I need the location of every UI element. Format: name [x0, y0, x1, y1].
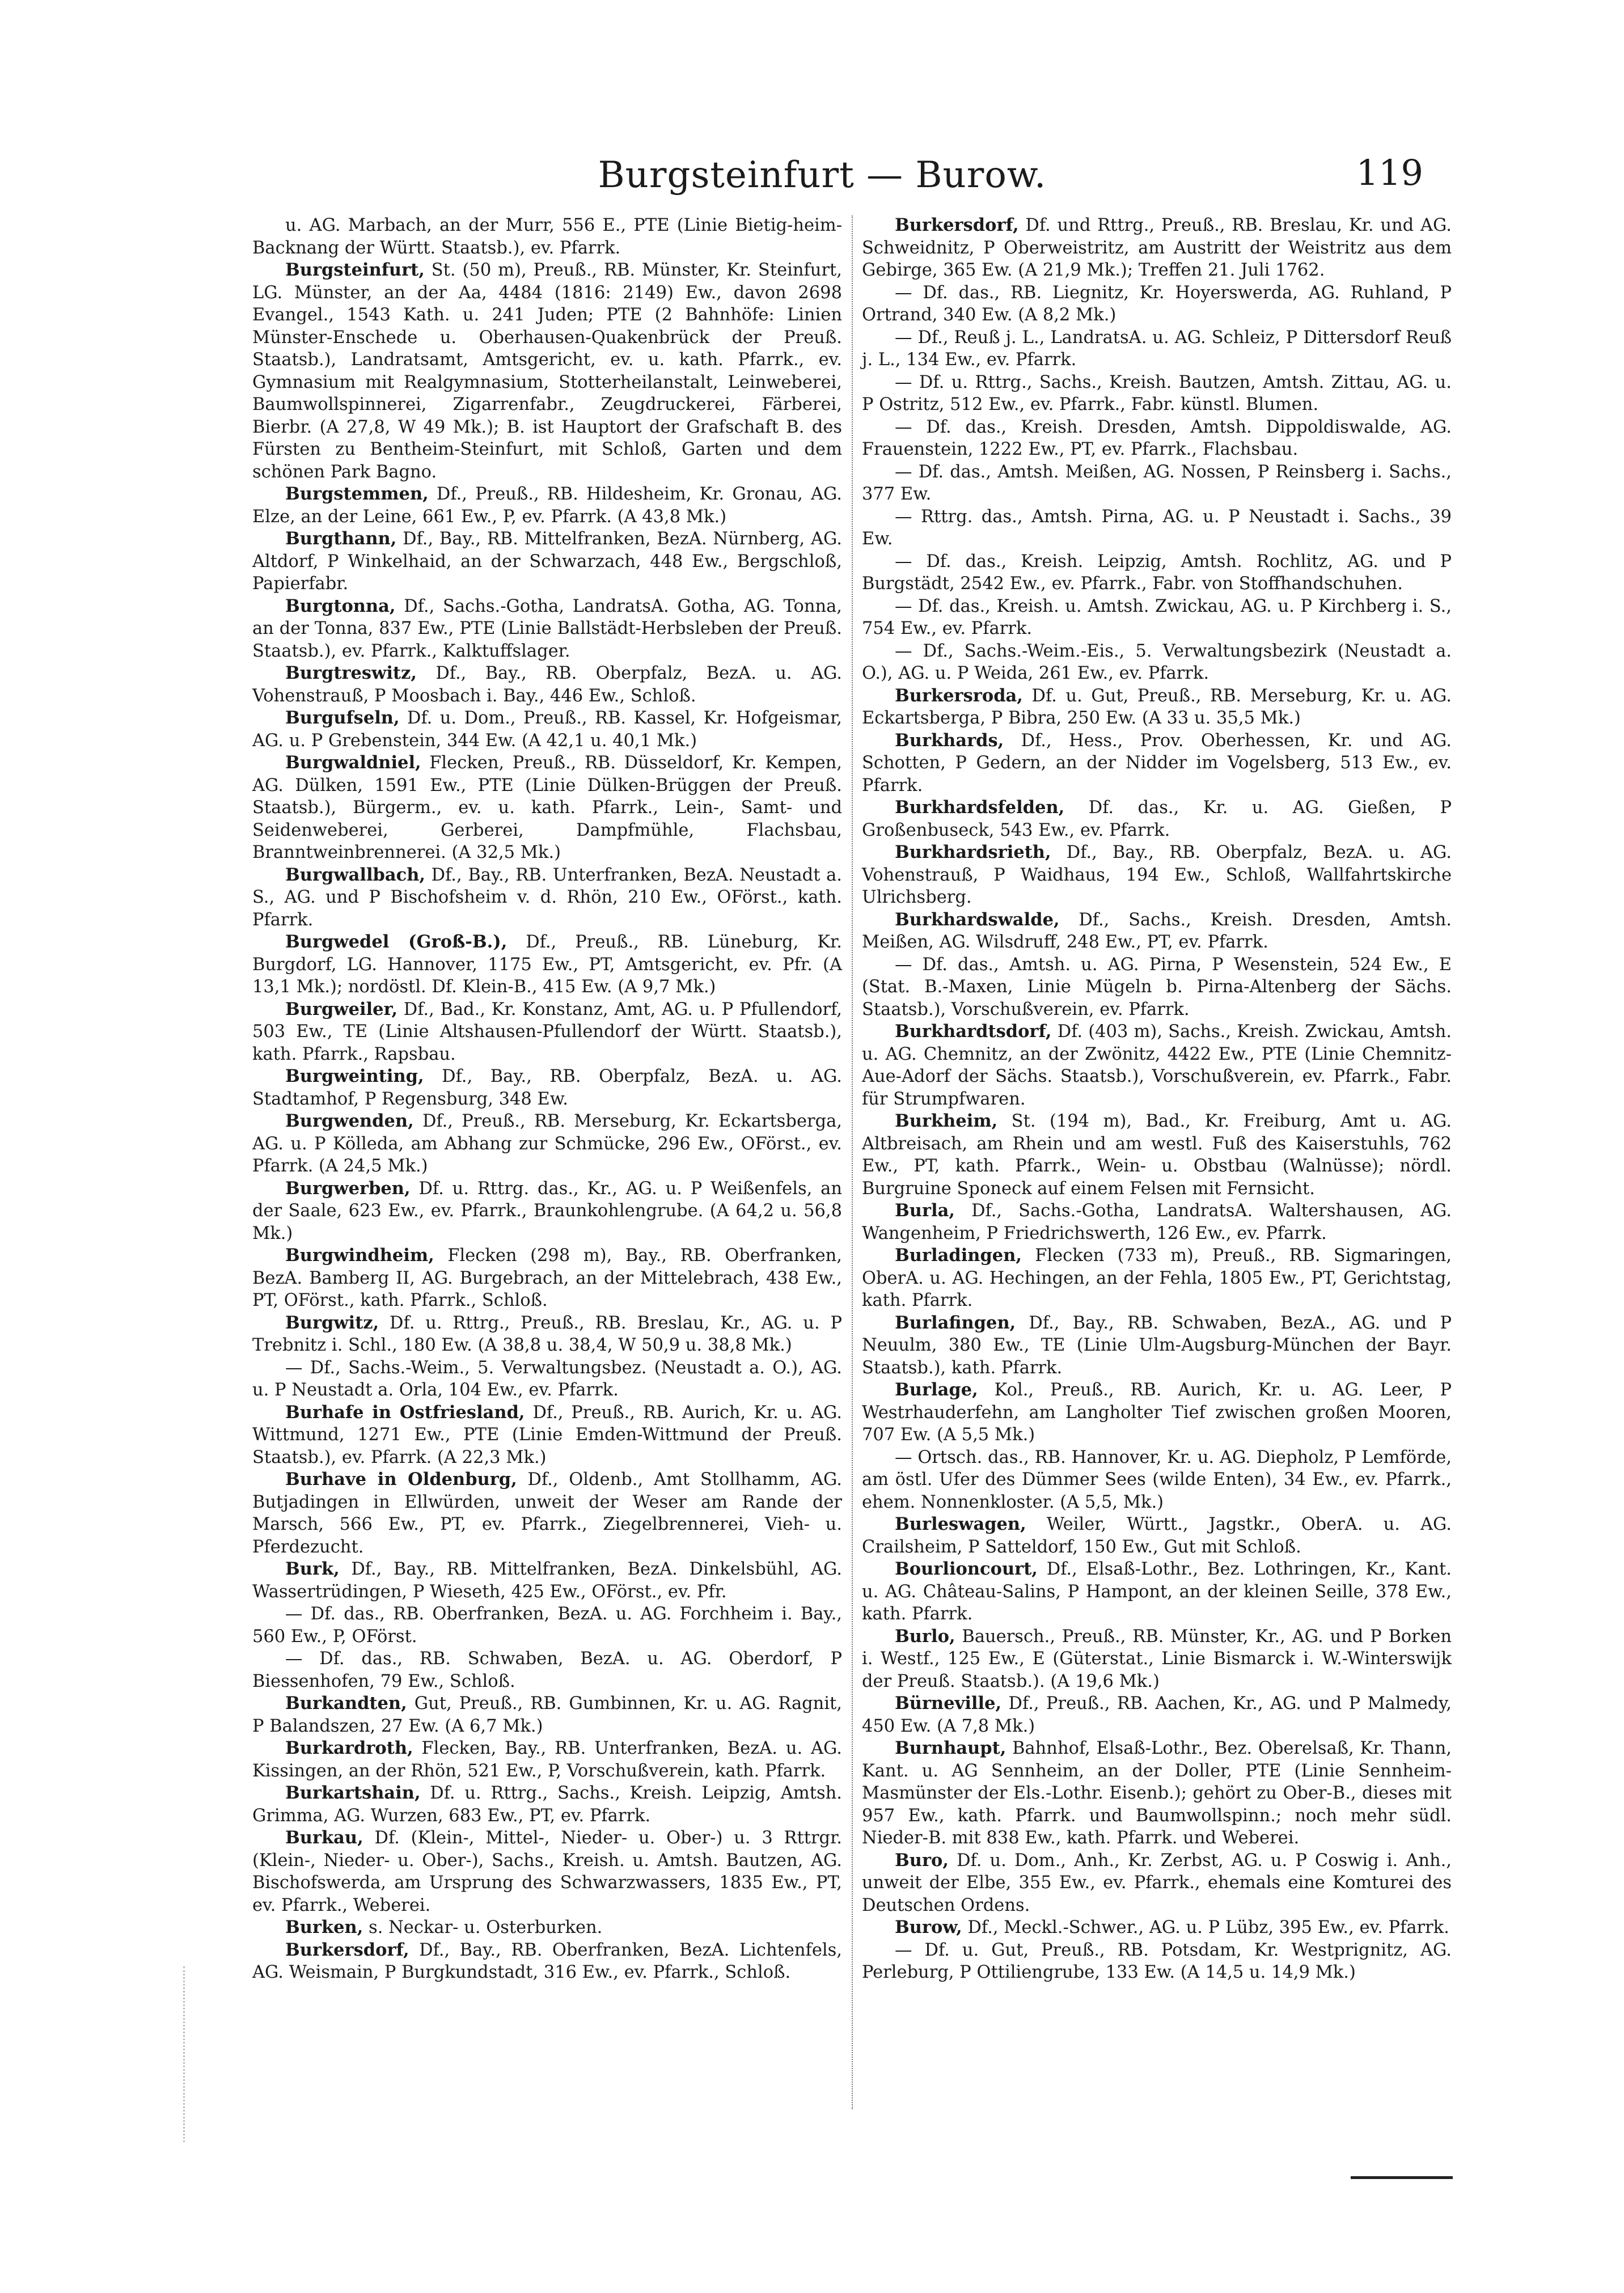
- entry-headword: Burken,: [285, 1917, 363, 1937]
- entry-text: Flecken, Preuß., RB. Düsseldorf, Kr. Kempen, AG. Dülken, 1591 Ew., PTE (Linie Dülken-Brüggen der Preuß. Staatsb.), Bürgerm., ev. u. kath. Pfarrk., Lein-, Samt- und Seidenweberei, Gerberei, Dampfmühle, Flachsbau, Branntweinbrennerei. (A 32,5 Mk.): [252, 753, 842, 862]
- gazetteer-entry: [252, 1917, 842, 1939]
- entry-headword: Burgstemmen,: [285, 484, 429, 504]
- gazetteer-entry: [862, 1446, 1452, 1514]
- entry-text: Flecken (298 m), Bay., RB. Oberfranken, BezA. Bamberg II, AG. Burgebrach, an der Mittelebrach, 438 Ew., PT, OFörst., kath. Pfarrk., Schloß.: [252, 1246, 842, 1310]
- entry-text: Bahnhof, Elsaß-Lothr., Bez. Oberelsaß, Kr. Thann, Kant. u. AG Sennheim, an der Doller, PTE (Linie Sennheim-Masmünster der Els.-Lothr. Eisenb.); gehört zu Ober-B., dieses mit 957 Ew., kath. Pfarrk. und Baumwollspinn.; noch mehr südl. Nieder-B. mit 838 Ew., kath. Pfarrk. und Weberei.: [862, 1738, 1452, 1848]
- entry-headword: Burkardroth,: [285, 1738, 413, 1758]
- entry-headword: Burhafe in Ostfriesland,: [285, 1402, 525, 1423]
- gazetteer-entry: [862, 1513, 1452, 1558]
- entry-text: Flecken, Bay., RB. Unterfranken, BezA. u. AG. Kissingen, an der Rhön, 521 Ew., P, Vorschußverein, kath. Pfarrk.: [252, 1738, 843, 1781]
- entry-headword: Burgwerben,: [285, 1178, 411, 1199]
- gazetteer-entry: [252, 1648, 842, 1693]
- entry-text: Df., Sachs.-Gotha, LandratsA. Waltershausen, AG. Wangenheim, P Friedrichswerth, 126 Ew., ev. Pfarrk.: [862, 1201, 1452, 1243]
- page-number: 119: [1356, 152, 1423, 193]
- gazetteer-entry: [252, 662, 842, 707]
- right-column: [862, 214, 1452, 1984]
- entry-headword: Burgthann,: [285, 528, 397, 549]
- entry-headword: Burnhaupt,: [895, 1738, 1006, 1758]
- gazetteer-entry: [862, 551, 1452, 595]
- entry-text: Df., Preuß., RB. Merseburg, Kr. Eckartsberga, AG. u. P Kölleda, am Abhang zur Schmücke, 296 Ew., OFörst., ev. Pfarrk. (A 24,5 Mk.): [252, 1111, 842, 1176]
- entry-text: — Df. das., Kreish. Dresden, Amtsh. Dippoldiswalde, AG. Frauenstein, 1222 Ew., PT, ev. Pfarrk., Flachsbau.: [862, 417, 1452, 459]
- entry-text: — Df. das., RB. Schwaben, BezA. u. AG. Oberdorf, P Biessenhofen, 79 Ew., Schloß.: [252, 1649, 842, 1691]
- entry-text: Df. (403 m), Sachs., Kreish. Zwickau, Amtsh. u. AG. Chemnitz, an der Zwönitz, 4422 Ew., PTE (Linie Chemnitz-Aue-Adorf der Sächs. Staatsb.), Vorschußverein, ev. Pfarrk., Fabr. für Strumpfwaren.: [862, 1022, 1452, 1109]
- gazetteer-entry: [252, 214, 842, 259]
- entry-text: Df., Bay., RB. Unterfranken, BezA. Neustadt a. S., AG. und P Bischofsheim v. d. Rhön, 210 Ew., OFörst., kath. Pfarrk.: [252, 865, 842, 930]
- gazetteer-entry: [862, 1379, 1452, 1446]
- entry-headword: Burgwaldniel,: [285, 752, 421, 773]
- entry-text: Df., Preuß., RB. Lüneburg, Kr. Burgdorf, LG. Hannover, 1175 Ew., PT, Amtsgericht, ev. Pfr. (A 13,1 Mk.); nordöstl. Df. Klein-B., 415 Ew. (A 9,7 Mk.): [252, 932, 842, 997]
- entry-text: Df. u. Rttrg., Sachs., Kreish. Leipzig, Amtsh. Grimma, AG. Wurzen, 683 Ew., PT, ev. Pfarrk.: [252, 1783, 842, 1826]
- footer-rule: [1351, 2176, 1453, 2179]
- entry-headword: Bourlioncourt,: [895, 1559, 1038, 1579]
- entry-text: — Df. das., RB. Liegnitz, Kr. Hoyerswerda, AG. Ruhland, P Ortrand, 340 Ew. (A 8,2 Mk.): [862, 282, 1452, 325]
- entry-text: Df., Bad., Kr. Konstanz, Amt, AG. u. P Pfullendorf, 503 Ew., TE (Linie Altshausen-Pfullendorf der Württ. Staatsb.), kath. Pfarrk., Rapsbau.: [252, 999, 842, 1064]
- gazetteer-entry: [862, 1558, 1452, 1626]
- gazetteer-entry: [862, 506, 1452, 551]
- entry-text: — Rttrg. das., Amtsh. Pirna, AG. u. P Neustadt i. Sachs., 39 Ew.: [862, 506, 1452, 549]
- entry-text: Df., Bay., RB. Schwaben, BezA., AG. und P Neuulm, 380 Ew., TE (Linie Ulm-Augsburg-München der Bayr. Staatsb.), kath. Pfarrk.: [862, 1313, 1452, 1378]
- entry-text: St. (50 m), Preuß., RB. Münster, Kr. Steinfurt, LG. Münster, an der Aa, 4484 (1816: 2149) Ew., davon 2698 Evangel., 1543 Kath. u. 241 Juden; PTE (2 Bahnhöfe: Linien Münster-Enschede u. Oberhausen-Quakenbrück der Preuß. Staatsb.), Landratsamt, Amtsgericht, ev. u. kath. Pfarrk., ev. Gymnasium mit Realgymnasium, Stotterheilanstalt, Leinweberei, Baumwollspinnerei, Zigarrenfabr., Zeugdruckerei, Färberei, Bierbr. (A 27,8, W 49 Mk.); B. ist Hauptort der Grafschaft B. des Fürsten zu Bentheim-Steinfurt, mit Schloß, Garten und dem schönen Park Bagno.: [252, 260, 842, 482]
- entry-text: — Df. u. Gut, Preuß., RB. Potsdam, Kr. Westprignitz, AG. Perleburg, P Ottiliengrube, 133 Ew. (A 14,5 u. 14,9 Mk.): [862, 1940, 1452, 1982]
- entry-text: Df., Sachs., Kreish. Dresden, Amtsh. Meißen, AG. Wilsdruff, 248 Ew., PT, ev. Pfarrk.: [862, 909, 1452, 952]
- entry-text: Flecken (733 m), Preuß., RB. Sigmaringen, OberA. u. AG. Hechingen, an der Fehla, 1805 Ew., PT, Gerichtstag, kath. Pfarrk.: [862, 1246, 1452, 1310]
- entry-text: u. AG. Marbach, an der Murr, 556 E., PTE (Linie Bietig-heim-Backnang der Württ. Staatsb.), ev. Pfarrk.: [252, 215, 842, 258]
- entry-text: — Df. das., Amtsh. Meißen, AG. Nossen, P Reinsberg i. Sachs., 377 Ew.: [862, 462, 1452, 504]
- gazetteer-entry: [862, 1917, 1452, 1939]
- gazetteer-entry: [862, 685, 1452, 730]
- gazetteer-entry: [862, 1939, 1452, 1984]
- gazetteer-entry: [862, 797, 1452, 841]
- gazetteer-entry: [862, 1737, 1452, 1850]
- entry-text: — Ortsch. das., RB. Hannover, Kr. u. AG. Diepholz, P Lemförde, am östl. Ufer des Dümmer Sees (wilde Enten), 34 Ew., ev. Pfarrk., ehem. Nonnenkloster. (A 5,5, Mk.): [862, 1447, 1452, 1512]
- entry-headword: Burlafingen,: [895, 1312, 1016, 1333]
- gazetteer-entry: [252, 752, 842, 864]
- gazetteer-entry: [252, 1357, 842, 1402]
- gazetteer-entry: [252, 1110, 842, 1178]
- entry-headword: Burgwenden,: [285, 1111, 414, 1131]
- gazetteer-entry: [252, 1312, 842, 1357]
- entry-text: Weiler, Württ., Jagstkr., OberA. u. AG. Crailsheim, P Satteldorf, 150 Ew., Gut mit Schloß.: [862, 1514, 1452, 1557]
- entry-text: — Df. das., Kreish. u. Amtsh. Zwickau, AG. u. P Kirchberg i. S., 754 Ew., ev. Pfarrk.: [862, 596, 1452, 638]
- gazetteer-entry: [862, 327, 1452, 371]
- gazetteer-entry: [862, 1245, 1452, 1312]
- entry-headword: Burgtonna,: [285, 595, 396, 616]
- gazetteer-entry: [252, 1603, 842, 1648]
- gazetteer-entry: [862, 371, 1452, 416]
- entry-headword: Burgtreswitz,: [285, 663, 417, 683]
- entry-text: Df., Bay., RB. Oberpfalz, BezA. u. AG. Stadtamhof, P Regensburg, 348 Ew.: [252, 1067, 842, 1109]
- gazetteer-entry: [252, 1737, 842, 1782]
- entry-headword: Burkau,: [285, 1827, 363, 1848]
- entry-headword: Burkhards,: [895, 730, 1004, 751]
- gazetteer-entry: [252, 1178, 842, 1245]
- entry-text: Df., Hess., Prov. Oberhessen, Kr. und AG. Schotten, P Gedern, an der Nidder im Vogelsberg, 513 Ew., ev. Pfarrk.: [862, 730, 1452, 796]
- gazetteer-entry: [252, 1782, 842, 1827]
- entry-text: Df. u. Dom., Preuß., RB. Kassel, Kr. Hofgeismar, AG. u. P Grebenstein, 344 Ew. (A 42,1 u. 40,1 Mk.): [252, 708, 842, 751]
- entry-headword: Burhave in Oldenburg,: [285, 1469, 517, 1490]
- entry-headword: Burkhardswalde,: [895, 909, 1060, 930]
- entry-text: Df., Preuß., RB. Hildesheim, Kr. Gronau, AG. Elze, an der Leine, 661 Ew., P, ev. Pfarrk. (A 43,8 Mk.): [252, 484, 842, 527]
- gazetteer-entry: [252, 931, 842, 999]
- gazetteer-entry: [862, 1021, 1452, 1110]
- gazetteer-entry: [252, 1558, 842, 1603]
- gazetteer-entry: [862, 909, 1452, 954]
- gazetteer-entry: [252, 1469, 842, 1558]
- entry-text: Df. u. Rttrg., Preuß., RB. Breslau, Kr., AG. u. P Trebnitz i. Schl., 180 Ew. (A 38,8 u. 38,4, W 50,9 u. 38,8 Mk.): [252, 1313, 842, 1355]
- entry-headword: Burleswagen,: [895, 1514, 1026, 1534]
- entry-text: Gut, Preuß., RB. Gumbinnen, Kr. u. AG. Ragnit, P Balandszen, 27 Ew. (A 6,7 Mk.): [252, 1694, 843, 1736]
- entry-text: — Df., Sachs.-Weim.-Eis., 5. Verwaltungsbezirk (Neustadt a. O.), AG. u. P Weida, 261 Ew., ev. Pfarrk.: [862, 641, 1452, 683]
- entry-text: — Df. das., Amtsh. u. AG. Pirna, P Wesenstein, 524 Ew., E (Stat. B.-Maxen, Linie Mügeln b. Pirna-Altenberg der Sächs. Staatsb.), Vorschußverein, ev. Pfarrk.: [862, 954, 1452, 1019]
- entry-text: Df., Elsaß-Lothr., Bez. Lothringen, Kr., Kant. u. AG. Château-Salins, P Hampont, an der kleinen Seille, 378 Ew., kath. Pfarrk.: [862, 1559, 1452, 1624]
- entry-headword: Burkersdorf,: [285, 1939, 409, 1960]
- entry-text: St. (194 m), Bad., Kr. Freiburg, Amt u. AG. Altbreisach, am Rhein und am westl. Fuß des Kaiserstuhls, 762 Ew., PT, kath. Pfarrk., Wein- u. Obstbau (Walnüsse); nördl. Burgruine Sponeck auf einem Felsen mit Fernsicht.: [862, 1111, 1452, 1199]
- gazetteer-entry: [862, 214, 1452, 282]
- gazetteer-entry: [252, 595, 842, 663]
- entry-text: — Df. u. Rttrg., Sachs., Kreish. Bautzen, Amtsh. Zittau, AG. u. P Ostritz, 512 Ew., ev. Pfarrk., Fabr. künstl. Blumen.: [862, 372, 1452, 414]
- entry-headword: Burlage,: [895, 1380, 978, 1400]
- left-column: [252, 214, 842, 1984]
- entry-text: Df., Bay., RB. Oberfranken, BezA. Lichtenfels, AG. Weismain, P Burgkundstadt, 316 Ew., ev. Pfarrk., Schloß.: [252, 1940, 842, 1982]
- entry-headword: Burlo,: [895, 1626, 955, 1647]
- gazetteer-entry: [252, 1402, 842, 1469]
- gazetteer-entry: [252, 1827, 842, 1917]
- entry-headword: Burgwallbach,: [285, 864, 425, 885]
- entry-text: Df., Bay., RB. Mittelfranken, BezA. Dinkelsbühl, AG. Wassertrüdingen, P Wieseth, 425 Ew., OFörst., ev. Pfr.: [252, 1559, 843, 1602]
- gazetteer-entry: [862, 730, 1452, 797]
- entry-headword: Bürneville,: [895, 1693, 1002, 1714]
- entry-headword: Burkhardsfelden,: [895, 797, 1065, 818]
- gazetteer-entry: [862, 416, 1452, 461]
- entry-headword: Burow,: [895, 1917, 962, 1937]
- entry-headword: Burgufseln,: [285, 708, 400, 728]
- entry-headword: Burkandten,: [285, 1693, 407, 1714]
- entry-headword: Burkheim,: [895, 1111, 998, 1131]
- entry-headword: Burgweiler,: [285, 999, 398, 1019]
- gazetteer-entry: [862, 282, 1452, 327]
- entry-text: Df. und Rttrg., Preuß., RB. Breslau, Kr. und AG. Schweidnitz, P Oberweistritz, am Austritt der Weistritz aus dem Gebirge, 365 Ew. (A 21,9 Mk.); Treffen 21. Juli 1762.: [862, 215, 1452, 280]
- entry-text: Df. das., Kr. u. AG. Gießen, P Großenbuseck, 543 Ew., ev. Pfarrk.: [862, 798, 1452, 840]
- entry-headword: Burk,: [285, 1559, 340, 1579]
- entry-text: Bauersch., Preuß., RB. Münster, Kr., AG. und P Borken i. Westf., 125 Ew., E (Güterstat., Linie Bismarck i. W.-Winterswijk der Preuß. Staatsb.). (A 19,6 Mk.): [862, 1626, 1452, 1691]
- entry-text: Df. u. Gut, Preuß., RB. Merseburg, Kr. u. AG. Eckartsberga, P Bibra, 250 Ew. (A 33 u. 35,5 Mk.): [862, 686, 1452, 728]
- gazetteer-entry: [862, 954, 1452, 1021]
- gazetteer-entry: [862, 595, 1452, 640]
- gazetteer-entry: [252, 864, 842, 932]
- gazetteer-entry: [252, 1245, 842, 1312]
- gazetteer-entry: [862, 1626, 1452, 1693]
- entry-text: — Df., Sachs.-Weim., 5. Verwaltungsbez. (Neustadt a. O.), AG. u. P Neustadt a. Orla, 104 Ew., ev. Pfarrk.: [252, 1357, 842, 1400]
- entry-headword: Burla,: [895, 1200, 955, 1221]
- entry-text: Df. u. Rttrg. das., Kr., AG. u. P Weißenfels, an der Saale, 623 Ew., ev. Pfarrk., Braunkohlengrube. (A 64,2 u. 56,8 Mk.): [252, 1178, 842, 1243]
- entry-headword: Burkersroda,: [895, 685, 1023, 706]
- gazetteer-entry: [862, 640, 1452, 685]
- entry-text: Df. u. Dom., Anh., Kr. Zerbst, AG. u. P Coswig i. Anh., unweit der Elbe, 355 Ew., ev. Pfarrk., ehemals eine Komturei des Deutschen Ordens.: [862, 1850, 1452, 1915]
- gazetteer-entry: [252, 483, 842, 528]
- entry-text: Df., Preuß., RB. Aurich, Kr. u. AG. Wittmund, 1271 Ew., PTE (Linie Emden-Wittmund der Preuß. Staatsb.), ev. Pfarrk. (A 22,3 Mk.): [252, 1402, 842, 1467]
- entry-headword: Burkhardsrieth,: [895, 842, 1051, 862]
- running-head: Burgsteinfurt — Burow.: [598, 154, 1047, 196]
- entry-text: Df., Bay., RB. Oberpfalz, BezA. u. AG. Vohenstrauß, P Moosbach i. Bay., 446 Ew., Schloß.: [252, 663, 842, 706]
- gazetteer-entry: [252, 707, 842, 752]
- gazetteer-entry: [252, 1939, 842, 1984]
- entry-text: Df., Bay., RB. Mittelfranken, BezA. Nürnberg, AG. Altdorf, P Winkelhaid, an der Schwarzach, 448 Ew., Bergschloß, Papierfabr.: [252, 529, 842, 594]
- entry-text: Kol., Preuß., RB. Aurich, Kr. u. AG. Leer, P Westrhauderfehn, am Langholter Tief zwischen großen Mooren, 707 Ew. (A 5,5 Mk.): [862, 1380, 1452, 1445]
- entry-headword: Buro,: [895, 1850, 949, 1871]
- entry-text: s. Neckar- u. Osterburken.: [369, 1918, 603, 1937]
- entry-text: Df., Meckl.-Schwer., AG. u. P Lübz, 395 Ew., ev. Pfarrk.: [967, 1918, 1449, 1937]
- entry-headword: Burgwedel (Groß-B.),: [285, 932, 508, 952]
- gazetteer-entry: [252, 528, 842, 595]
- gazetteer-entry: [862, 1200, 1452, 1245]
- entry-text: — Df. das., Kreish. Leipzig, Amtsh. Rochlitz, AG. und P Burgstädt, 2542 Ew., ev. Pfarrk., Fabr. von Stoffhandschuhen.: [862, 551, 1452, 594]
- gazetteer-entry: [862, 1693, 1452, 1737]
- column-divider: [852, 215, 853, 2109]
- entry-headword: Burgwitz,: [285, 1312, 379, 1333]
- entry-headword: Burgsteinfurt,: [285, 260, 425, 280]
- gazetteer-entry: [862, 461, 1452, 506]
- gazetteer-entry: [252, 1693, 842, 1737]
- entry-headword: Burladingen,: [895, 1245, 1022, 1266]
- entry-headword: Burkersdorf,: [895, 215, 1019, 235]
- entry-headword: Burgweinting,: [285, 1066, 424, 1086]
- entry-headword: Burgwindheim,: [285, 1245, 434, 1266]
- entry-text: Df., Preuß., RB. Aachen, Kr., AG. und P Malmedy, 450 Ew. (A 7,8 Mk.): [862, 1694, 1452, 1736]
- entry-headword: Burkhardtsdorf,: [895, 1021, 1052, 1042]
- margin-marks: [183, 1966, 188, 2142]
- entry-text: — Df. das., RB. Oberfranken, BezA. u. AG. Forchheim i. Bay., 560 Ew., P, OFörst.: [252, 1604, 842, 1647]
- gazetteer-entry: [862, 841, 1452, 909]
- gazetteer-entry: [252, 999, 842, 1066]
- entry-text: — Df., Reuß j. L., LandratsA. u. AG. Schleiz, P Dittersdorf Reuß j. L., 134 Ew., ev. Pfarrk.: [862, 327, 1452, 370]
- entry-text: Df., Bay., RB. Oberpfalz, BezA. u. AG. Vohenstrauß, P Waidhaus, 194 Ew., Schloß, Wallfahrtskirche Ulrichsberg.: [862, 843, 1452, 907]
- entry-headword: Burkartshain,: [285, 1783, 421, 1803]
- gazetteer-entry: [252, 1065, 842, 1110]
- gazetteer-entry: [862, 1110, 1452, 1200]
- gazetteer-entry: [862, 1850, 1452, 1917]
- gazetteer-entry: [252, 259, 842, 483]
- gazetteer-entry: [862, 1312, 1452, 1380]
- entry-text: Df., Sachs.-Gotha, LandratsA. Gotha, AG. Tonna, an der Tonna, 837 Ew., PTE (Linie Ballstädt-Herbsleben der Preuß. Staatsb.), ev. Pfarrk., Kalktuffslager.: [252, 596, 842, 661]
- entry-text: Df., Oldenb., Amt Stollhamm, AG. Butjadingen in Ellwürden, unweit der Weser am Rande der Marsch, 566 Ew., PT, ev. Pfarrk., Ziegelbrennerei, Vieh- u. Pferdezucht.: [252, 1470, 843, 1557]
- entry-text: Df. (Klein-, Mittel-, Nieder- u. Ober-) u. 3 Rttrgr. (Klein-, Nieder- u. Ober-), Sachs., Kreish. u. Amtsh. Bautzen, AG. Bischofswerda, am Ursprung des Schwarzwassers, 1835 Ew., PT, ev. Pfarrk., Weberei.: [252, 1828, 842, 1915]
